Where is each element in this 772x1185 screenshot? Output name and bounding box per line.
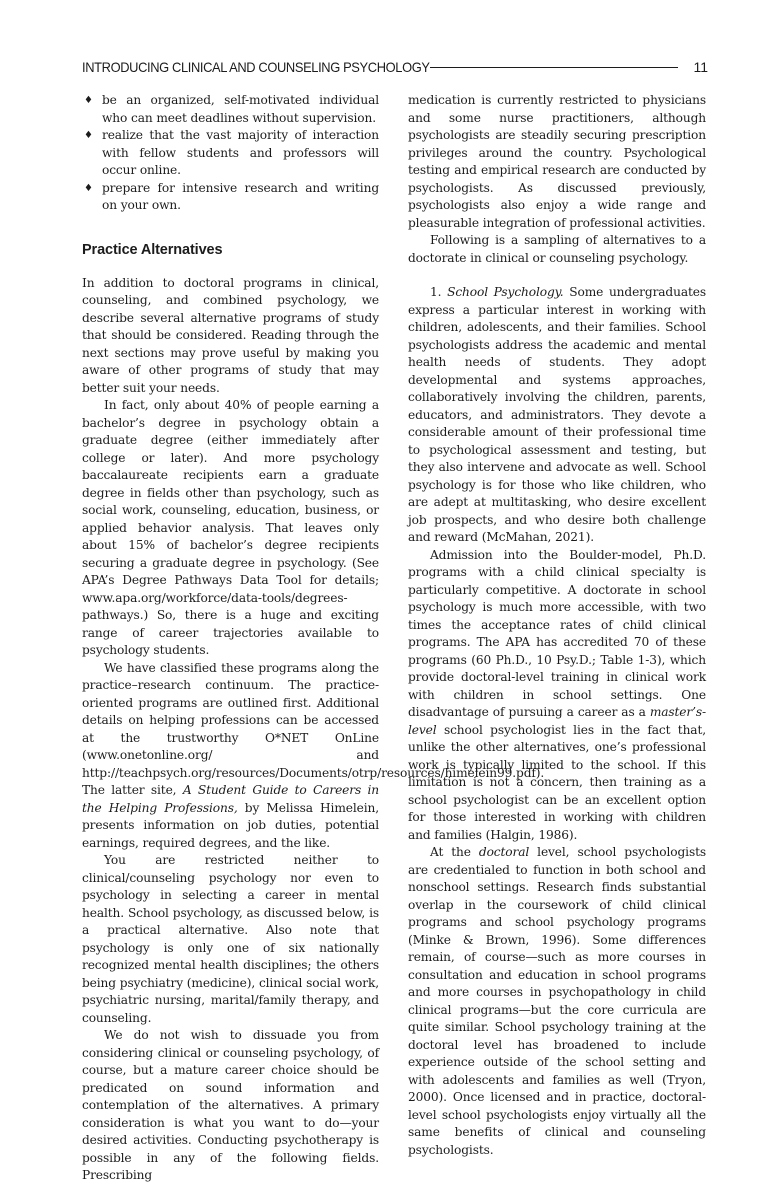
header-rule xyxy=(430,67,678,68)
list-item xyxy=(82,92,379,127)
left-column xyxy=(82,92,545,1185)
emphasis: doctoral xyxy=(478,845,530,859)
paragraph-text: We have classified these programs along the practice–research continuum. The practice-oriented programs are outlined first. Additional details on helping professions can be accessed at the trustworthy O*NET OnLine (www.onetonline.org/ and http://teachpsych.org/resources/Documents/otrp/resources/himelein99.pdf). The latter site, xyxy=(82,660,545,797)
list-item xyxy=(82,127,379,180)
paragraph-text: school psychologist lies in the fact that, unlike the other alternatives, one’s professional work is typically limited to the school. If this limitation is not a concern, then training as a school psychologist can be an excellent option for those interested in working with children and families (Halgin, 1986). xyxy=(408,722,706,842)
spacer xyxy=(408,267,706,284)
diamond-bullet-icon: ♦ xyxy=(84,95,93,106)
paragraph: Following is a sampling of alternatives to a doctorate in clinical or counseling psychology. xyxy=(408,233,706,265)
paragraph-text: level, school psychologists are credentialed to function in both school and nonschool settings. Research finds substantial overlap in the coursework of child clinical programs and school psychology programs (Minke & Brown, 1996). Some differences remain, of course—such as more courses in consultation and education in school programs and more courses in psychopathology in child clinical programs—but the core curricula are quite similar. School psychology training at the doctoral level has broadened to include experience outside of the school setting and with adolescents and families as well (Tryon, 2000). Once licensed and in practice, doctoral-level school psychologists enjoy virtually all the same benefits of clinical and counseling psychologists. xyxy=(408,845,706,1157)
page-number: 11 xyxy=(693,59,708,75)
paragraph xyxy=(408,844,706,1159)
item-term: School Psychology. xyxy=(447,285,564,299)
diamond-bullet-icon: ♦ xyxy=(84,182,93,194)
list-item-text: be an organized, self-motivated individual who can meet deadlines without supervision. xyxy=(102,93,379,125)
book-title: A Student Guide to Careers in the Helping Professions, xyxy=(82,783,379,815)
paragraph xyxy=(408,284,706,547)
paragraph: You are restricted neither to clinical/counseling psychology nor even to psychology in selecting a career in mental health. School psychology, as discussed below, is a practical alternative. Also note that psychology is only one of six nationally recognized mental health disciplines; the others being psychiatry (medicine), clinical social work, psychiatric nursing, marital/family therapy, and counseling. xyxy=(82,853,379,1025)
paragraph: In addition to doctoral programs in clinical, counseling, and combined psychology, we describe several alternative programs of study that should be considered. Reading through the next sections may prove useful by making you aware of other programs of study that may better suit your needs. xyxy=(82,275,379,395)
paragraph-text: Admission into the Boulder-model, Ph.D. programs with a child clinical specialty is particularly competitive. A doctorate in school psychology is much more accessible, with two times the acceptance rates of child clinical programs. The APA has accredited 70 of these programs (60 Ph.D., 10 Psy.D.; Table 1-3), which provide doctoral-level training in clinical work with children in school settings. One disadvantage of pursuing a career as a xyxy=(408,547,706,719)
list-item-text: realize that the vast majority of interaction with fellow students and professors will occur online. xyxy=(102,128,379,177)
item-number: 1. xyxy=(430,285,448,299)
section-heading: Practice Alternatives xyxy=(82,241,223,258)
right-column xyxy=(408,92,706,1159)
paragraph: In fact, only about 40% of people earning a bachelor’s degree in psychology obtain a graduate degree (either immediately after college or later). And more psychology baccalaureate recipients earn a graduate degree in fields other than psychology, such as social work, counseling, education, business, or applied behavior analysis. That leaves only about 15% of bachelor’s degree recipients securing a graduate degree in psychology. (See APA’s Degree Pathways Data Tool for details; www.apa.org/workforce/data-tools/degrees-pathways.) So, there is a huge and exciting range of career trajectories available to psychology students. xyxy=(82,398,379,657)
paragraph-text: At the xyxy=(430,845,479,859)
paragraph xyxy=(408,547,706,845)
paragraph-text: by Melissa Himelein, presents information on job duties, potential earnings, required degrees, and the like. xyxy=(82,800,379,850)
diamond-bullet-icon: ♦ xyxy=(84,130,93,141)
emphasis: master’s-level xyxy=(408,705,706,737)
paragraph: We do not wish to dissuade you from considering clinical or counseling psychology, of course, but a mature career choice should be predicated on sound information and contemplation of the alternatives. A primary consideration is what you want to do—your desired activities. Conducting psychotherapy is possible in any of the following fields. Prescribing xyxy=(82,1028,379,1182)
running-header xyxy=(82,57,708,77)
paragraph: medication is currently restricted to physicians and some nurse practitioners, although psychologists are steadily securing prescription privileges around the country. Psychological testing and empirical research are conducted by psychologists. As discussed previously, psychologists also enjoy a wide range and pleasurable integration of professional activities. xyxy=(408,93,706,230)
list-item xyxy=(82,180,379,215)
running-title: INTRODUCING CLINICAL AND COUNSELING PSYCHOLOGY xyxy=(82,59,430,75)
bullet-list xyxy=(82,92,379,215)
list-item-text: prepare for intensive research and writing on your own. xyxy=(102,180,379,212)
paragraph-text: Some undergraduates express a particular interest in working with children, adolescents, and their families. School psychologists address the academic and mental health needs of students. They adopt developmental and systems approaches, collaboratively involving the children, parents, educators, and administrators. They devote a considerable amount of their professional time to psychological assessment and testing, but they also intervene and advocate as well. School psychology is for those who like children, who are adept at multitasking, who desire excellent job prospects, and who desire both challenge and reward (McMahan, 2021). xyxy=(408,285,706,544)
